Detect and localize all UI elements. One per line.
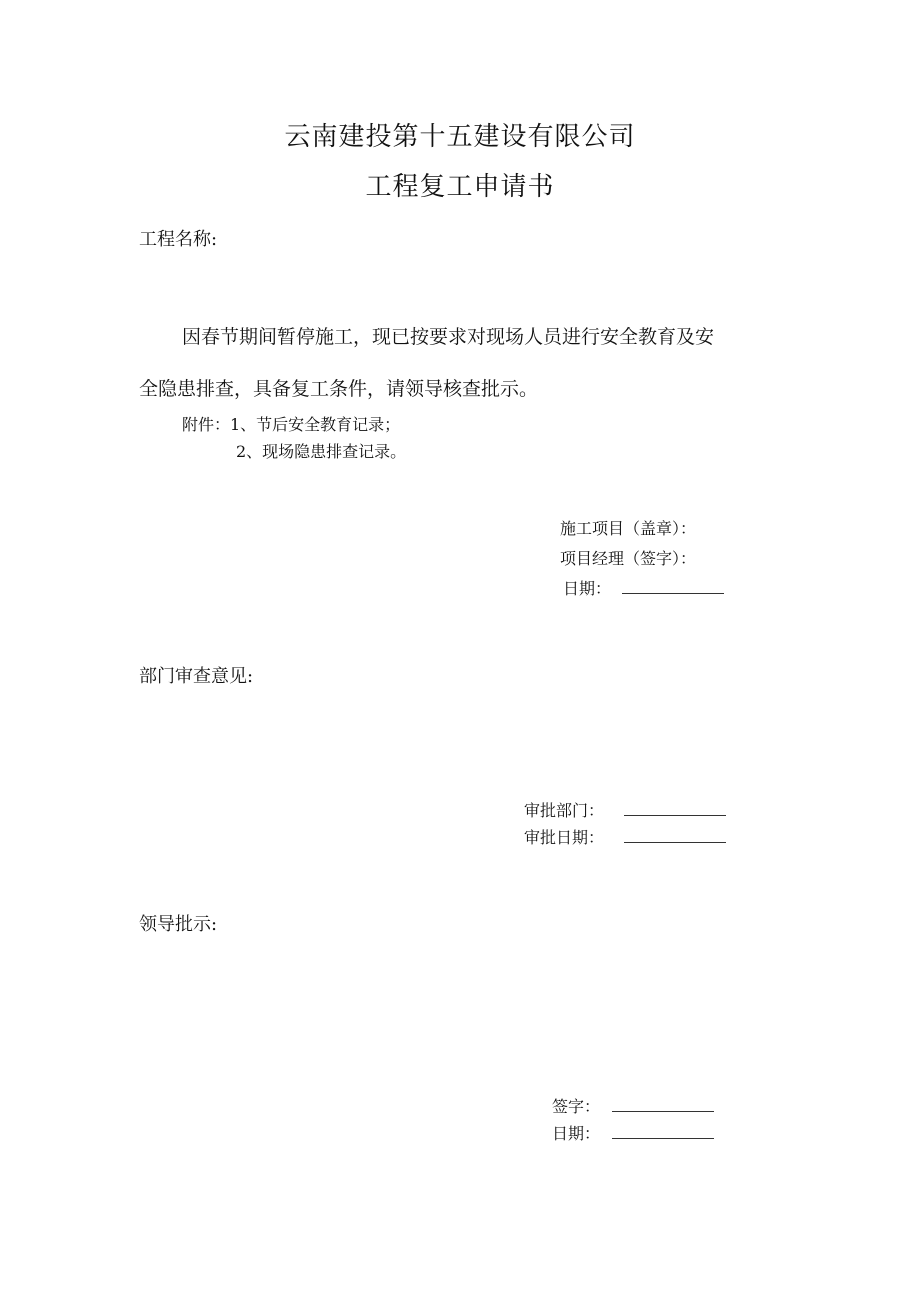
company-title: 云南建投第十五建设有限公司: [284, 122, 636, 152]
leader-sign-label: 签字：: [552, 1097, 601, 1116]
department-label: 审批部门：: [524, 801, 605, 820]
project-name-label: 工程名称:: [139, 229, 218, 250]
department-line: [624, 798, 726, 816]
leader-date-line: [612, 1121, 714, 1139]
document-title: 工程复工申请书: [365, 172, 555, 202]
leader-date-label: 日期：: [552, 1124, 601, 1143]
attachment-item-1: 附件：1、节后安全教育记录；: [182, 415, 401, 434]
leader-sign-line: [612, 1094, 714, 1112]
department-date-row: [524, 825, 726, 848]
manager-sign-label: 项目经理（签字）：: [560, 549, 697, 568]
leader-date-row: [552, 1121, 714, 1144]
leader-sign-row: [552, 1094, 714, 1117]
applicant-date-line: [622, 576, 724, 594]
department-date-label: 审批日期：: [524, 828, 605, 847]
department-review-label: 部门审查意见:: [139, 666, 254, 687]
applicant-date-row: [563, 576, 724, 599]
attachment-item-2: 2、现场隐患排查记录。: [236, 442, 407, 461]
applicant-date-label: 日期：: [563, 579, 612, 598]
leader-instruction-label: 领导批示:: [139, 914, 218, 935]
body-line-2: 全隐患排查，具备复工条件，请领导核查批示。: [139, 378, 539, 400]
body-line-1: 因春节期间暂停施工，现已按要求对现场人员进行安全教育及安: [182, 326, 715, 348]
project-seal-label: 施工项目（盖章）：: [560, 519, 697, 538]
department-date-line: [624, 825, 726, 843]
department-row: [524, 798, 726, 821]
